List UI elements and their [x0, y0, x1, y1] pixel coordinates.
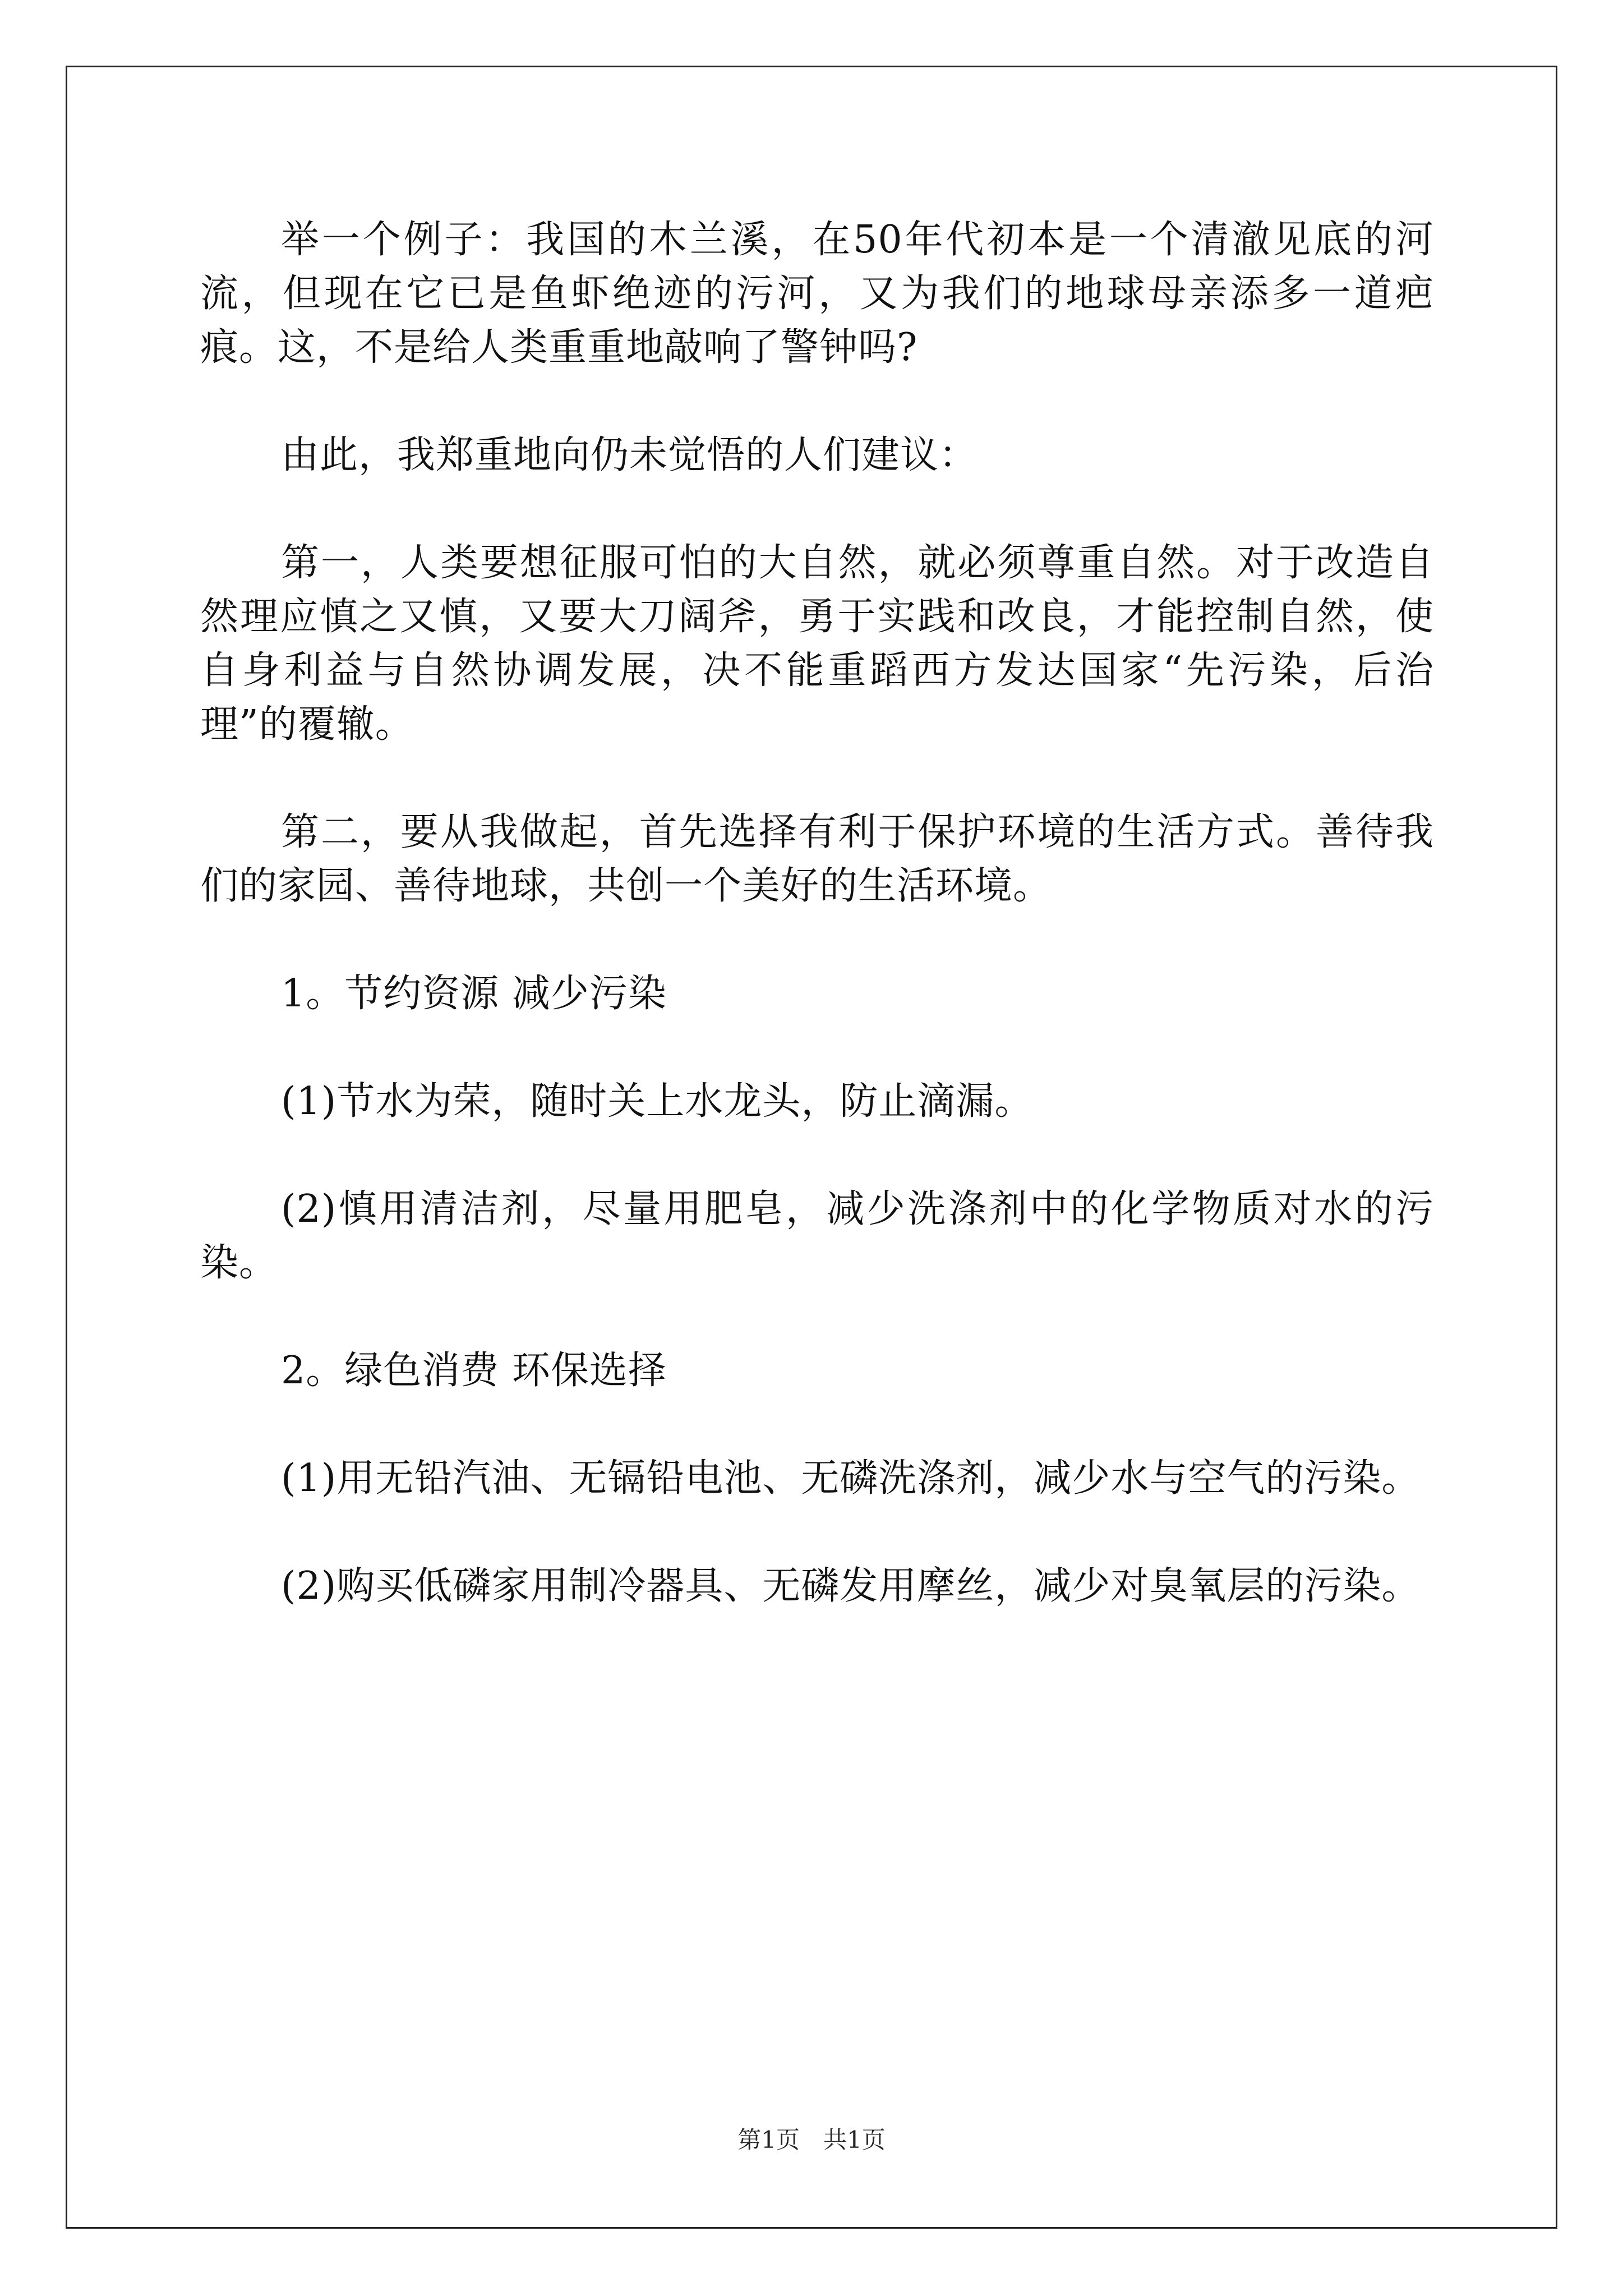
paragraph: 举一个例子：我国的木兰溪，在50年代初本是一个清澈见底的河流，但现在它已是鱼虾绝迹的污河，又为我们的地球母亲添多一道疤痕。这，不是给人类重重地敲响了警钟吗? — [200, 218, 1434, 370]
list-heading: 2。绿色消费 环保选择 — [281, 1349, 667, 1393]
paragraph: 第二，要从我做起，首先选择有利于保护环境的生活方式。善待我们的家园、善待地球，共创一个美好的生活环境。 — [200, 810, 1434, 908]
list-heading: 1。节约资源 减少污染 — [281, 972, 667, 1016]
list-item: (1)节水为荣，随时关上水龙头，防止滴漏。 — [281, 1079, 1034, 1124]
list-item: (2)慎用清洁剂，尽量用肥皂，减少洗涤剂中的化学物质对水的污染。 — [200, 1187, 1434, 1285]
document-body — [200, 213, 1434, 1613]
page-number-footer: 第1页 共1页 — [737, 2126, 886, 2154]
paragraph: 第一，人类要想征服可怕的大自然，就必须尊重自然。对于改造自然理应慎之又慎，又要大刀阔斧，勇于实践和改良，才能控制自然，使自身利益与自然协调发展，决不能重蹈西方发达国家“先污染，后治理”的覆辙。 — [200, 541, 1434, 747]
list-item: (1)用无铅汽油、无镉铅电池、无磷洗涤剂，减少水与空气的污染。 — [281, 1456, 1421, 1501]
list-item: (2)购买低磷家用制冷器具、无磷发用摩丝，减少对臭氧层的污染。 — [281, 1564, 1421, 1608]
paragraph: 由此，我郑重地向仍未觉悟的人们建议： — [281, 433, 978, 477]
